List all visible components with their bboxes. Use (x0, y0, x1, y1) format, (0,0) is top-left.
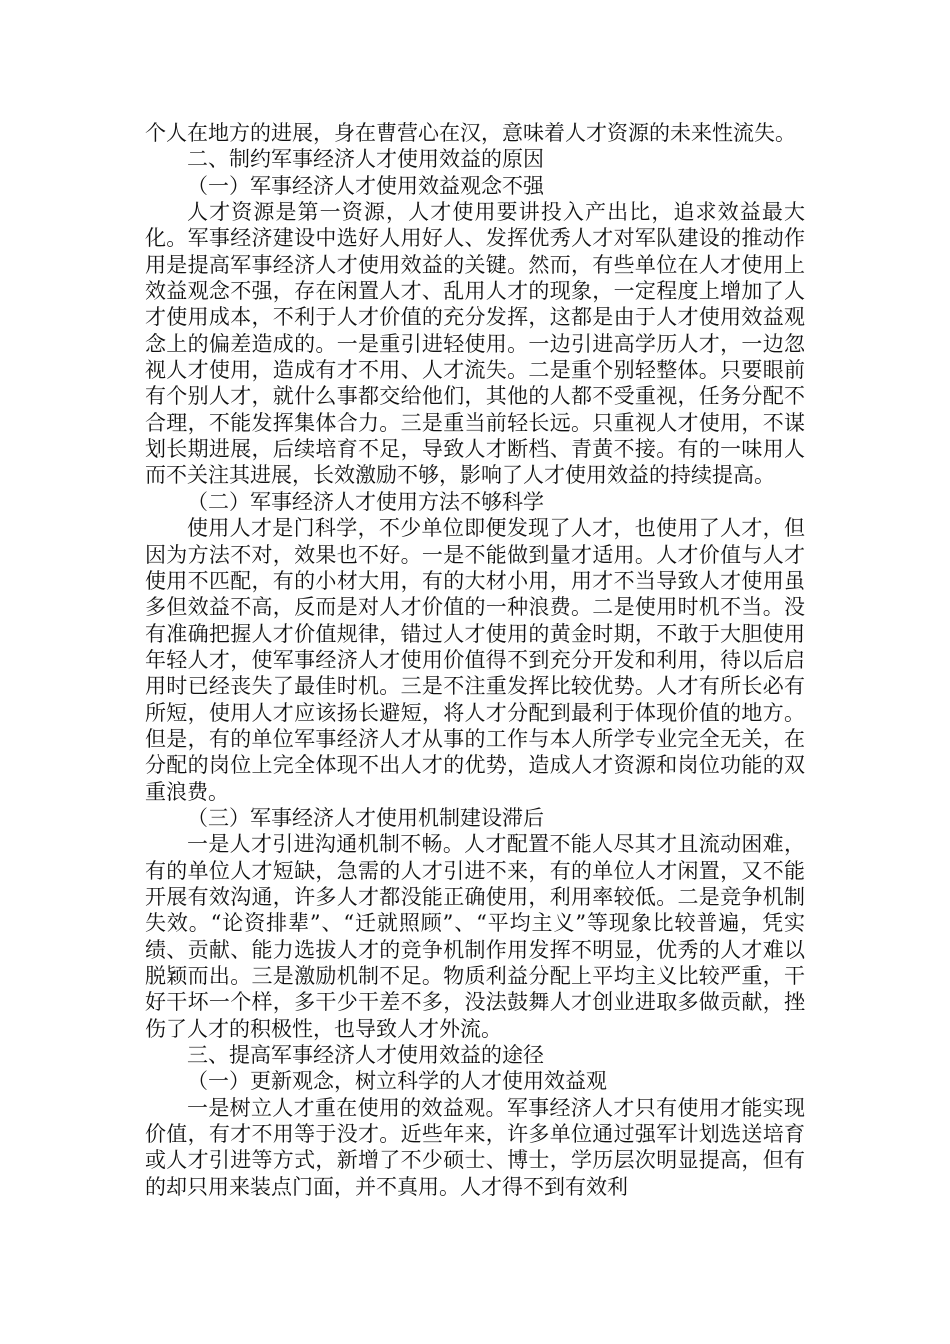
subsection-heading: （一）军事经济人才使用效益观念不强 (187, 173, 544, 198)
body-paragraph: 一是树立人才重在使用的效益观。军事经济人才只有使用才能实现价值，有才不用等于没才。近些年来，许多单位通过强军计划选送培育或人才引进等方式，新增了不少硕士、博士，学历层次明显提高，但有的却只用来装点门面，并不真用。人才得不到有效利 (145, 1095, 805, 1199)
subsection-heading: （一）更新观念，树立科学的人才使用效益观 (187, 1069, 607, 1094)
section-heading: 二、制约军事经济人才使用效益的原因 (187, 147, 544, 172)
body-paragraph: 使用人才是门科学，不少单位即便发现了人才，也使用了人才，但因为方法不对，效果也不好。一是不能做到量才适用。人才价值与人才使用不匹配，有的小材大用，有的大材小用，用才不当导致人才使用虽多但效益不高，反而是对人才价值的一种浪费。二是使用时机不当。没有准确把握人才价值规律，错过人才使用的黄金时期，不敢于大胆使用年轻人才，使军事经济人才使用价值得不到充分开发和利用，待以后启用时已经丧失了最佳时机。三是不注重发挥比较优势。人才有所长必有所短，使用人才应该扬长避短，将人才分配到最利于体现价值的地方。但是，有的单位军事经济人才从事的工作与本人所学专业完全无关，在分配的岗位上完全体现不出人才的优势，造成人才资源和岗位功能的双重浪费。 (145, 516, 805, 804)
document-body (145, 120, 805, 1200)
section-heading: 三、提高军事经济人才使用效益的途径 (187, 1043, 544, 1068)
paragraph-continued: 个人在地方的进展，身在曹营心在汉，意味着人才资源的未来性流失。 (145, 121, 796, 145)
body-paragraph: 一是人才引进沟通机制不畅。人才配置不能人尽其才且流动困难，有的单位人才短缺，急需的人才引进不来，有的单位人才闲置，又不能开展有效沟通，许多人才都没能正确使用，利用率较低。二是竞争机制失效。“论资排辈”、“迁就照顾”、“平均主义”等现象比较普遍，凭实绩、贡献、能力选拔人才的竞争机制作用发挥不明显，优秀的人才难以脱颖而出。三是激励机制不足。物质利益分配上平均主义比较严重，干好干坏一个样，多干少干差不多，没法鼓舞人才创业进取多做贡献，挫伤了人才的积极性，也导致人才外流。 (145, 832, 805, 1041)
subsection-heading: （三）军事经济人才使用机制建设滞后 (187, 805, 544, 830)
body-paragraph: 人才资源是第一资源，人才使用要讲投入产出比，追求效益最大化。军事经济建设中选好人用好人、发挥优秀人才对军队建设的推动作用是提高军事经济人才使用效益的关键。然而，有些单位在人才使用上效益观念不强，存在闲置人才、乱用人才的现象，一定程度上增加了人才使用成本，不利于人才价值的充分发挥，这都是由于人才使用效益观念上的偏差造成的。一是重引进轻使用。一边引进高学历人才，一边忽视人才使用，造成有才不用、人才流失。二是重个别轻整体。只要眼前有个别人才，就什么事都交给他们，其他的人都不受重视，任务分配不合理，不能发挥集体合力。三是重当前轻长远。只重视人才使用，不谋划长期进展，后续培育不足，导致人才断档、青黄不接。有的一味用人而不关注其进展，长效激励不够，影响了人才使用效益的持续提高。 (145, 200, 805, 488)
subsection-heading: （二）军事经济人才使用方法不够科学 (187, 489, 544, 514)
